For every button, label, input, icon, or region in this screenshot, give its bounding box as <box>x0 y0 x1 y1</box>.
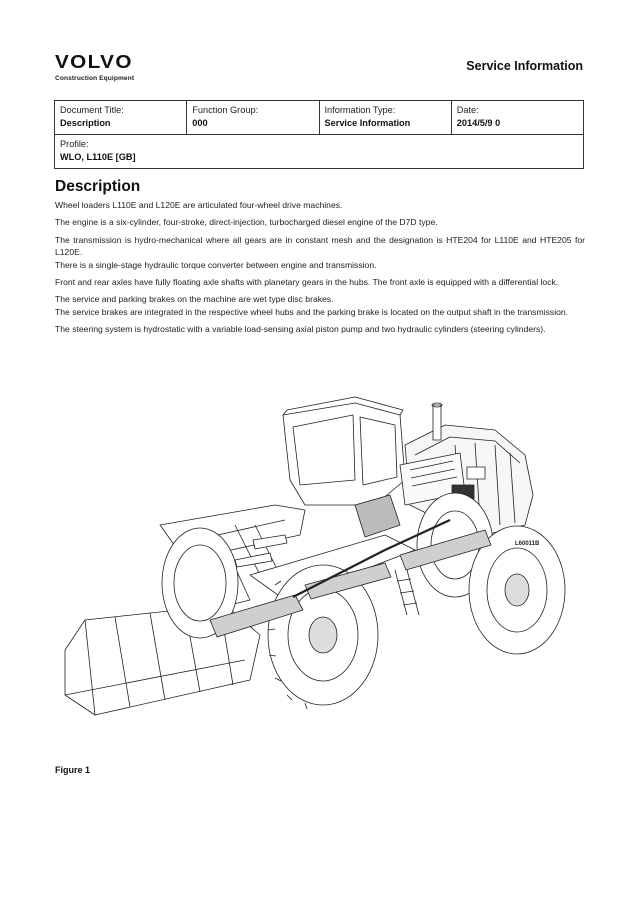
meta-function-group-label: Function Group: <box>192 105 259 115</box>
paragraph <box>55 293 585 318</box>
meta-profile-value: WLO, L110E [GB] <box>60 152 136 162</box>
meta-profile-cell <box>55 135 584 169</box>
paragraph-line: The transmission is hydro-mechanical where all gears are in constant mesh and the designation is HTE204 for L110E and HTE205 for L120E. <box>55 234 585 258</box>
wheel-loader-drivetrain-illustration <box>55 385 585 745</box>
meta-function-group-cell <box>187 101 319 135</box>
figure-caption: Figure 1 <box>55 765 91 775</box>
figure-code-label: L60011B <box>515 541 540 547</box>
section-title: Description <box>55 178 141 195</box>
paragraph-line: Wheel loaders L110E and L120E are articulated four-wheel drive machines. <box>55 200 343 210</box>
meta-date-value: 2014/5/9 0 <box>456 118 501 128</box>
paragraph <box>55 216 585 228</box>
paragraph-line: The steering system is hydrostatic with a variable load-sensing axial piston pump and two hydraulic cylinders (steering cylinders). <box>55 324 546 335</box>
section-body <box>55 199 585 341</box>
paragraph-line: The service and parking brakes on the machine are wet type disc brakes. <box>55 294 334 305</box>
paragraph-line: The service brakes are integrated in the respective wheel hubs and the parking brake is located on the output shaft in the transmission. <box>55 306 569 317</box>
volvo-logo <box>55 53 140 82</box>
paragraph-line: Front and rear axles have fully floating axle shafts with planetary gears in the hubs. The front axle is equipped with a differential lock. <box>55 277 559 288</box>
brand-division: Construction Equipment <box>55 75 135 82</box>
meta-document-title-cell <box>55 101 187 135</box>
page-header-title: Service Information <box>466 59 583 73</box>
meta-document-title-value: Description <box>60 118 111 128</box>
meta-document-title-label: Document Title: <box>60 105 124 115</box>
paragraph-line: The engine is a six-cylinder, four-stroke, direct-injection, turbocharged diesel engine of the D7D type. <box>55 217 438 228</box>
paragraph <box>55 199 585 211</box>
meta-information-type-label: Information Type: <box>324 105 396 115</box>
paragraph-line: There is a single-stage hydraulic torque converter between engine and transmission. <box>55 259 377 270</box>
paragraph <box>55 276 585 288</box>
meta-function-group-value: 000 <box>192 118 208 128</box>
brand-name: VOLVO <box>55 52 133 72</box>
meta-date-cell <box>451 101 583 135</box>
paragraph <box>55 234 585 271</box>
document-meta-table <box>54 100 584 169</box>
meta-information-type-cell <box>319 101 451 135</box>
paragraph <box>55 323 585 335</box>
meta-information-type-value: Service Information <box>324 118 411 128</box>
meta-date-label: Date: <box>456 105 479 115</box>
meta-profile-label: Profile: <box>60 139 89 149</box>
